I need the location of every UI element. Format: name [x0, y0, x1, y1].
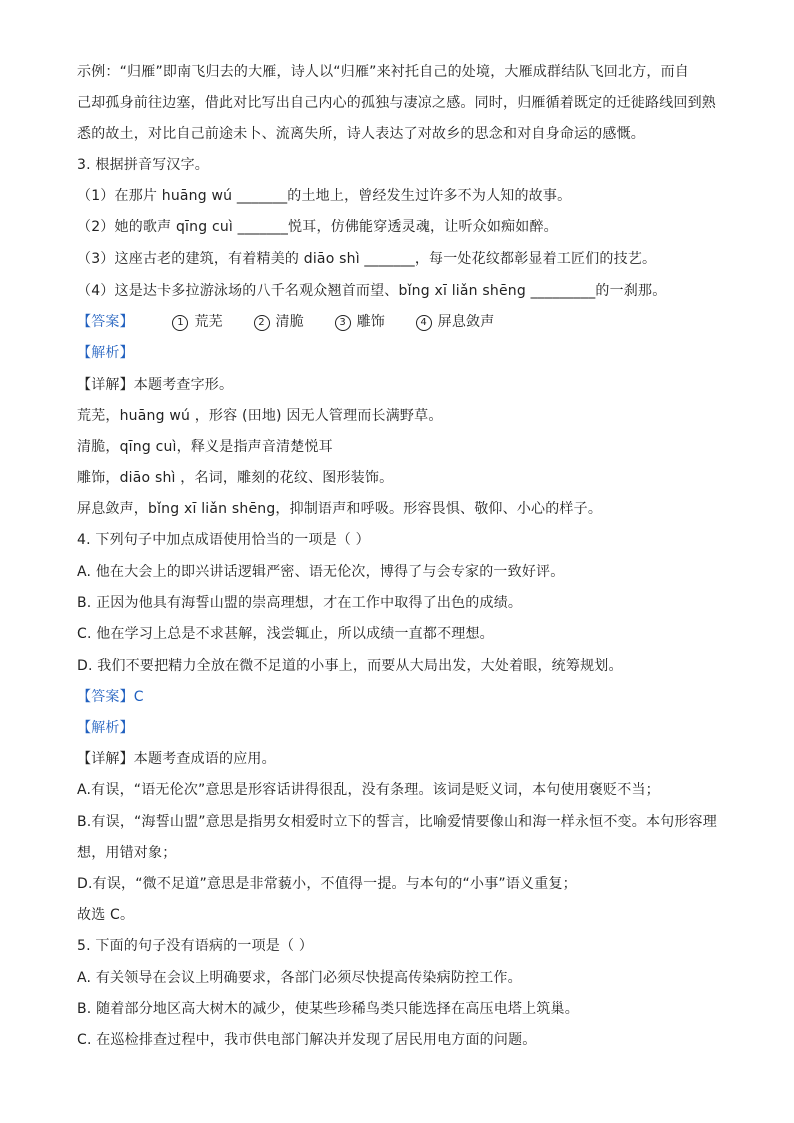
- question-3-explanation-3: 雕饰，diāo shì ，名词，雕刻的花纹、图形装饰。: [77, 470, 394, 486]
- answer-item-4: [416, 312, 495, 332]
- question-4-explanation-b-cont: 想，用错对象；: [77, 845, 177, 861]
- question-4-option-c: C. 他在学习上总是不求甚解，浅尝辄止，所以成绩一直都不理想。: [77, 626, 494, 642]
- circled-number-3: 3: [335, 315, 351, 331]
- question-5-option-a: A. 有关领导在会议上明确要求，各部门必须尽快提高传染病防控工作。: [77, 970, 522, 986]
- question-3-item-2: （2）她的歌声 qīng cuì _______悦耳，仿佛能穿透灵魂，让听众如痴如醉。: [77, 219, 558, 235]
- answer-item-3: [335, 312, 385, 332]
- question-4-option-b: B. 正因为他具有海誓山盟的崇高理想，才在工作中取得了出色的成绩。: [77, 595, 523, 611]
- circled-number-1: 1: [172, 315, 188, 331]
- question-3-explanation-2: 清脆，qīng cuì，释义是指声音清楚悦耳: [77, 439, 333, 455]
- question-4-title: 4. 下列句子中加点成语使用恰当的一项是（ ）: [77, 532, 370, 548]
- question-3-analysis-label: 【解析】: [77, 345, 134, 361]
- question-3-detail: 【详解】本题考查字形。: [77, 377, 234, 393]
- answer-item-1: [172, 312, 222, 332]
- question-4-explanation-b: B.有误，“海誓山盟”意思是指男女相爱时立下的誓言，比喻爱情要像山和海一样永恒不变。本句形容理: [77, 814, 717, 830]
- answer-text-2: 清脆: [275, 314, 304, 330]
- question-4-detail: 【详解】本题考查成语的应用。: [77, 751, 276, 767]
- question-3-explanation-4: 屏息敛声，bǐng xī liǎn shēng，抑制语声和呼吸。形容畏惧、敬仰、小心的样子。: [77, 501, 603, 517]
- question-4-explanation-d: D.有误，“微不足道”意思是非常藐小，不值得一提。与本句的“小事”语义重复；: [77, 876, 577, 892]
- example-line-1: 示例：“归雁”即南飞归去的大雁，诗人以“归雁”来衬托自己的处境，大雁成群结队飞回北方，而自: [77, 64, 690, 80]
- question-3-explanation-1: 荒芜，huāng wú ，形容 (田地) 因无人管理而长满野草。: [77, 408, 443, 424]
- answer-text-1: 荒芜: [194, 314, 223, 330]
- circled-number-2: 2: [254, 315, 270, 331]
- question-4-option-d: D. 我们不要把精力全放在微不足道的小事上，而要从大局出发，大处着眼，统筹规划。: [77, 658, 623, 674]
- question-4-conclusion: 故选 C。: [77, 907, 135, 923]
- answer-text-3: 雕饰: [356, 314, 385, 330]
- example-line-3: 悉的故土，对比自己前途未卜、流离失所，诗人表达了对故乡的思念和对自身命运的感慨。: [77, 126, 645, 142]
- question-3-item-3: （3）这座古老的建筑，有着精美的 diāo shì _______，每一处花纹都彰显着工匠们的技艺。: [77, 251, 657, 267]
- answer-label: 【答案】: [77, 314, 134, 330]
- question-4-answer: 【答案】C: [77, 689, 144, 705]
- question-5-title: 5. 下面的句子没有语病的一项是（ ）: [77, 938, 314, 954]
- question-4-analysis-label: 【解析】: [77, 720, 134, 736]
- answer-text-4: 屏息敛声: [437, 314, 495, 330]
- question-4-explanation-a: A.有误，“语无伦次”意思是形容话讲得很乱，没有条理。该词是贬义词，本句使用褒贬不当；: [77, 782, 660, 798]
- question-3-item-4: （4）这是达卡多拉游泳场的八千名观众翘首而望、bǐng xī liǎn shēng _________的一刹那。: [77, 283, 667, 299]
- answer-item-2: [254, 312, 304, 332]
- circled-number-4: 4: [416, 315, 432, 331]
- question-5-option-b: B. 随着部分地区高大树木的减少，使某些珍稀鸟类只能选择在高压电塔上筑巢。: [77, 1001, 579, 1017]
- example-line-2: 己却孤身前往边塞，借此对比写出自己内心的孤独与凄凉之感。同时，归雁循着既定的迁徙路线回到熟: [77, 95, 716, 111]
- question-5-option-c: C. 在巡检排查过程中，我市供电部门解决并发现了居民用电方面的问题。: [77, 1032, 537, 1048]
- question-3-title: 3. 根据拼音写汉字。: [77, 157, 210, 173]
- question-3-item-1: （1）在那片 huāng wú _______的土地上，曾经发生过许多不为人知的故事。: [77, 188, 572, 204]
- question-3-answer-row: [77, 312, 734, 332]
- question-4-option-a: A. 他在大会上的即兴讲话逻辑严密、语无伦次，博得了与会专家的一致好评。: [77, 564, 565, 580]
